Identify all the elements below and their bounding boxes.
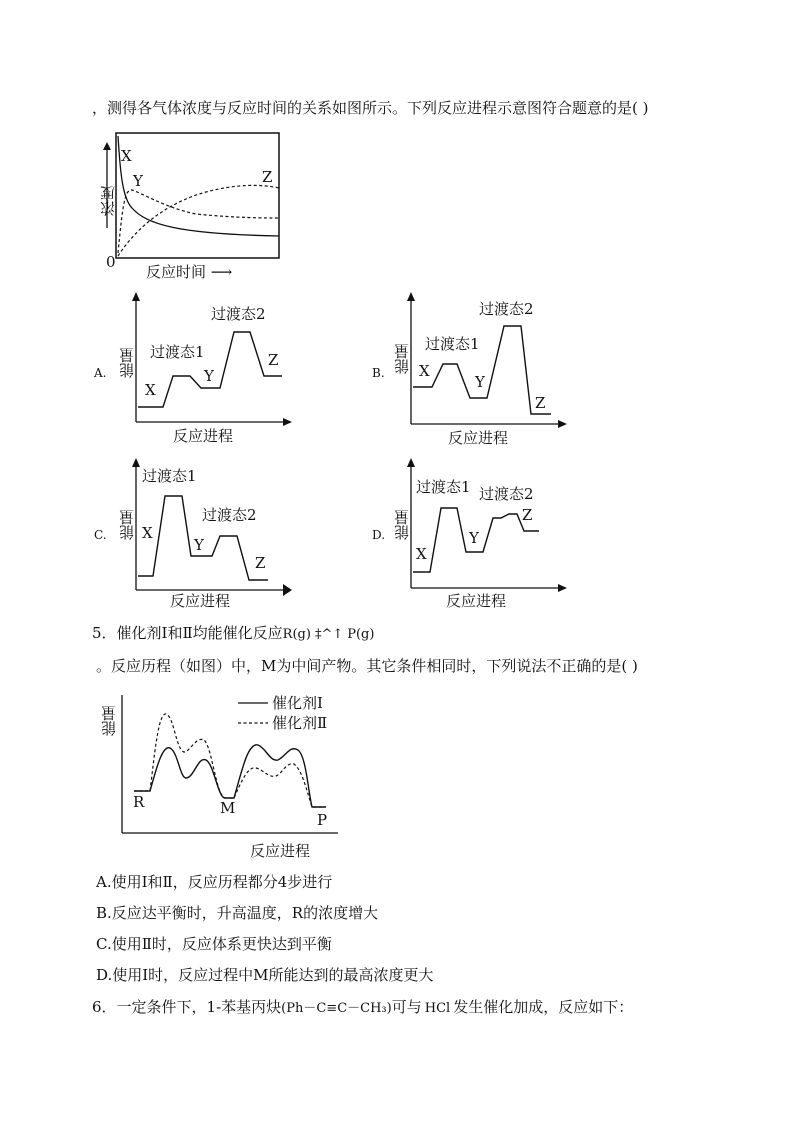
legend-2: 催化剂Ⅱ <box>272 714 328 732</box>
right-arrow-icon: ⟶ <box>210 263 233 281</box>
q6-reagent: HCl <box>424 1001 451 1016</box>
option-b-ts1: 过渡态1 <box>425 335 480 353</box>
curve-z <box>118 185 279 256</box>
q5-stem-1: 5．催化剂Ⅰ和Ⅱ均能催化反应 <box>92 624 283 642</box>
option-a-letter: A. <box>94 366 107 380</box>
curve-x-label: X <box>121 147 132 165</box>
option-c-energy-diagram <box>122 458 292 598</box>
q6-stem-3: 发生催化加成，反应如下： <box>453 998 634 1016</box>
q5-stem-line2: 。反应历程（如图）中，M为中间产物。其它条件相同时，下列说法不正确的是( ) <box>96 657 638 675</box>
point-r: R <box>133 793 145 811</box>
origin-label: 0 <box>106 253 116 271</box>
option-a-ts2: 过渡态2 <box>211 305 266 323</box>
option-b-z: Z <box>535 394 546 412</box>
option-a-y: Y <box>204 367 214 385</box>
q5-choice-a: A.使用Ⅰ和Ⅱ，反应历程都分4步进行 <box>96 873 333 891</box>
q5-choice-c: C.使用Ⅱ时，反应体系更快达到平衡 <box>96 935 332 953</box>
legend-1: 催化剂Ⅰ <box>272 694 323 712</box>
option-b-x-label: 反应进程 <box>448 429 509 447</box>
option-c-y-label: 能量 <box>118 510 136 540</box>
option-d-energy-diagram <box>397 458 567 598</box>
option-c-letter: C. <box>94 528 107 542</box>
q5-x-label: 反应进程 <box>250 842 311 860</box>
option-d-letter: D. <box>372 528 386 542</box>
option-d-x-label: 反应进程 <box>446 592 507 610</box>
point-p: P <box>317 811 328 829</box>
curve-y <box>118 190 279 253</box>
option-a-z: Z <box>268 351 279 369</box>
option-a-x: X <box>145 381 156 399</box>
option-a-ts1: 过渡态1 <box>150 343 205 361</box>
q6-formula: (Ph－C≡C－CH₃) <box>281 1001 392 1016</box>
option-a-x-label: 反应进程 <box>173 427 234 445</box>
q4-stem: ，测得各气体浓度与反应时间的关系如图所示。下列反应进程示意图符合题意的是( ) <box>92 99 649 117</box>
q6-stem <box>92 997 633 1019</box>
option-d-ts1: 过渡态1 <box>416 478 471 496</box>
conc-x-label-text: 反应时间 <box>146 263 207 281</box>
q5-reactant: R(g) <box>282 627 311 642</box>
q6-stem-1: 6．一定条件下，1-苯基丙炔 <box>92 998 282 1016</box>
q5-y-label: 能量 <box>100 706 118 736</box>
option-b-x: X <box>419 362 430 380</box>
q5-choice-d: D.使用Ⅰ时，反应过程中M所能达到的最高浓度更大 <box>96 966 434 984</box>
option-b-y-label: 能量 <box>393 344 411 374</box>
concentration-time-chart <box>96 128 296 278</box>
option-c-x-label: 反应进程 <box>170 592 231 610</box>
q5-product: P(g) <box>347 627 375 642</box>
option-c-y: Y <box>194 536 204 554</box>
conc-x-label <box>146 261 232 282</box>
option-d-y: Y <box>469 529 479 547</box>
option-d-z: Z <box>522 506 533 524</box>
chart-frame <box>116 133 279 258</box>
conc-y-label: 浓度 <box>99 186 117 216</box>
option-b-energy-diagram <box>397 292 567 432</box>
q5-energy-diagram <box>110 690 340 840</box>
curve-z-label: Z <box>262 168 273 186</box>
curve-y-label: Y <box>133 172 143 190</box>
q6-stem-2: 可与 <box>391 998 422 1016</box>
option-b-ts2: 过渡态2 <box>479 300 534 318</box>
option-d-y-label: 能量 <box>393 510 411 540</box>
option-b-letter: B. <box>372 366 385 380</box>
option-c-ts2: 过渡态2 <box>202 506 257 524</box>
option-b-y: Y <box>475 373 485 391</box>
option-d-x: X <box>416 545 427 563</box>
option-a-y-label: 能量 <box>118 348 136 378</box>
point-m: M <box>220 799 236 817</box>
option-c-x: X <box>142 524 153 542</box>
option-a-energy-diagram <box>122 292 292 432</box>
q5-choice-b: B.反应达平衡时，升高温度，R的浓度增大 <box>96 904 379 922</box>
q5-stem-line1 <box>92 623 374 645</box>
option-c-z: Z <box>255 554 266 572</box>
q5-equilibrium-arrow: ‡^↑ <box>314 627 344 642</box>
option-d-ts2: 过渡态2 <box>479 485 534 503</box>
option-c-ts1: 过渡态1 <box>142 467 197 485</box>
